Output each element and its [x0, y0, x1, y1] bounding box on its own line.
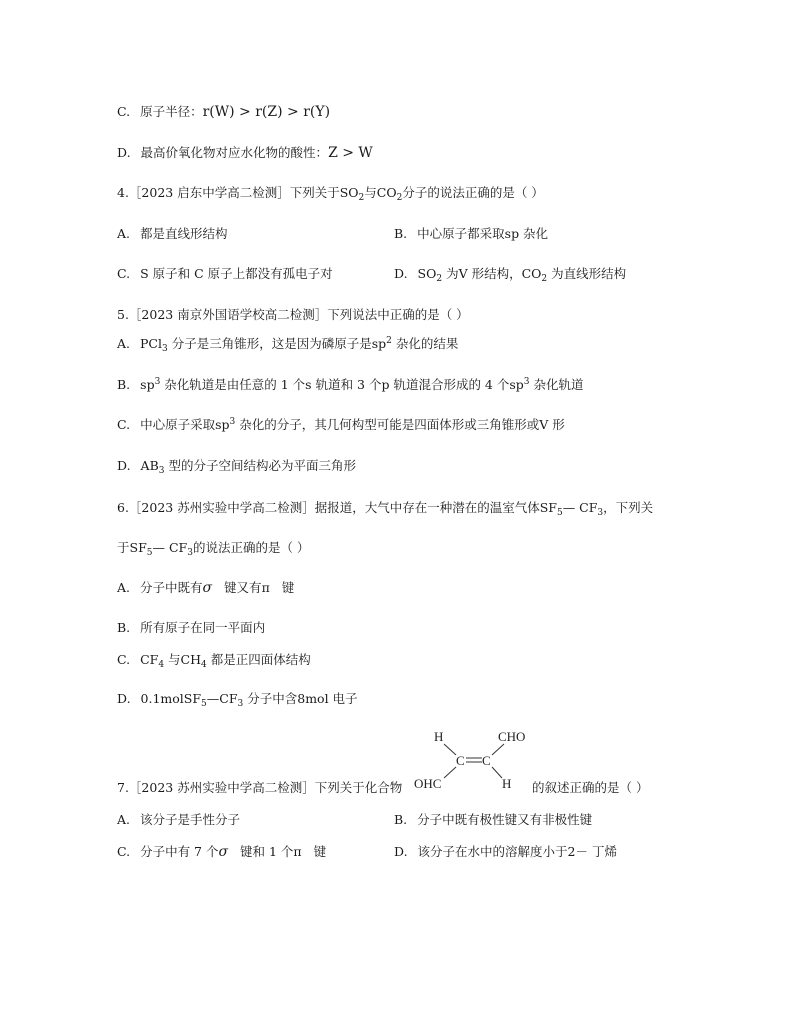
q6-option-d: D. $0.1molSF_5—CF_3$ 分子中含8mol 电子: [117, 691, 358, 709]
q3-option-c: [117, 102, 330, 120]
maleic-structure-diagram: [412, 724, 542, 794]
structure-ohc: OHC: [414, 776, 442, 791]
q6-stem-line1: 6.［2023 苏州实验中学高二检测］据报道，大气中存在一种潜在的温室气体$SF_5—$ $CF_3$，下列关: [117, 500, 654, 518]
q4-option-d: D. $SO_2$ 为V 形结构，$CO_2$ 为直线形结构: [394, 266, 627, 284]
q7-option-d: D. 该分子在水中的溶解度小于2－ 丁烯: [394, 844, 617, 859]
q3-option-d: [117, 143, 373, 161]
structure-h-top: H: [434, 729, 444, 744]
structure-cho: CHO: [498, 729, 526, 744]
option-text: 原子半径：: [140, 104, 203, 119]
q4-option-b: B. 中心原子都采取sp 杂化: [394, 226, 549, 241]
option-label: C.: [117, 104, 131, 119]
math-expression: r(W) > r(Z) > r(Y): [202, 104, 331, 120]
q5-option-b: B. $sp^3$ 杂化轨道是由任意的 1 个s 轨道和 3 个p 轨道混合形成的 4 个$sp^3$ 杂化轨道: [117, 377, 584, 392]
q4-option-a: A. 都是直线形结构: [117, 226, 228, 241]
q5-option-a: A. PCl$_3$ 分子是三角锥形，这是因为磷原子是$sp^2$ 杂化的结果: [117, 336, 459, 354]
bond-c2-h: [492, 767, 502, 778]
structure-c1: C: [456, 753, 465, 768]
q7-option-a: A. 该分子是手性分子: [117, 812, 241, 827]
q7-option-b: B. 分子中既有极性键又有非极性键: [394, 812, 593, 827]
structure-c2: C: [482, 753, 491, 768]
q5-stem: 5.［2023 南京外国语学校高二检测］下列说法中正确的是（ ）: [117, 307, 469, 322]
bond-c1-ohc: [444, 767, 456, 778]
q7-stem-part1: 7.［2023 苏州实验中学高二检测］下列关于化合物: [117, 780, 403, 795]
q6-option-b: B. 所有原子在同一平面内: [117, 620, 266, 635]
q6-option-a: A. 分子中既有σ 键又有π 键: [117, 580, 295, 596]
q5-option-d: D. $AB_3$ 型的分子空间结构必为平面三角形: [117, 458, 356, 476]
q6-option-c: C. $CF_4$ 与$CH_4$ 都是正四面体结构: [117, 652, 311, 670]
q4-option-c: C. S 原子和 C 原子上都没有孤电子对: [117, 266, 333, 281]
q5-option-c: C. 中心原子采取$sp^3$ 杂化的分子，其几何构型可能是四面体形或三角锥形或V 形: [117, 417, 565, 432]
option-label: D.: [117, 145, 131, 160]
option-text: 最高价氧化物对应水化物的酸性：: [140, 145, 329, 160]
bond-h-c1: [444, 744, 456, 755]
q4-stem: 4.［2023 启东中学高二检测］下列关于$SO_2$与$CO_2$分子的说法正确的是（ ）: [117, 185, 544, 203]
structure-h-bottom: H: [502, 776, 512, 791]
q6-stem-line2: 于$SF_5—$ $CF_3$的说法正确的是（ ）: [117, 540, 310, 558]
q7-option-c: C. 分子中有 7 个σ 键和 1 个π 键: [117, 844, 327, 860]
bond-c2-cho: [492, 744, 504, 755]
math-expression: Z > W: [328, 145, 373, 161]
q7-stem-part2: 的叙述正确的是（ ）: [532, 780, 649, 795]
